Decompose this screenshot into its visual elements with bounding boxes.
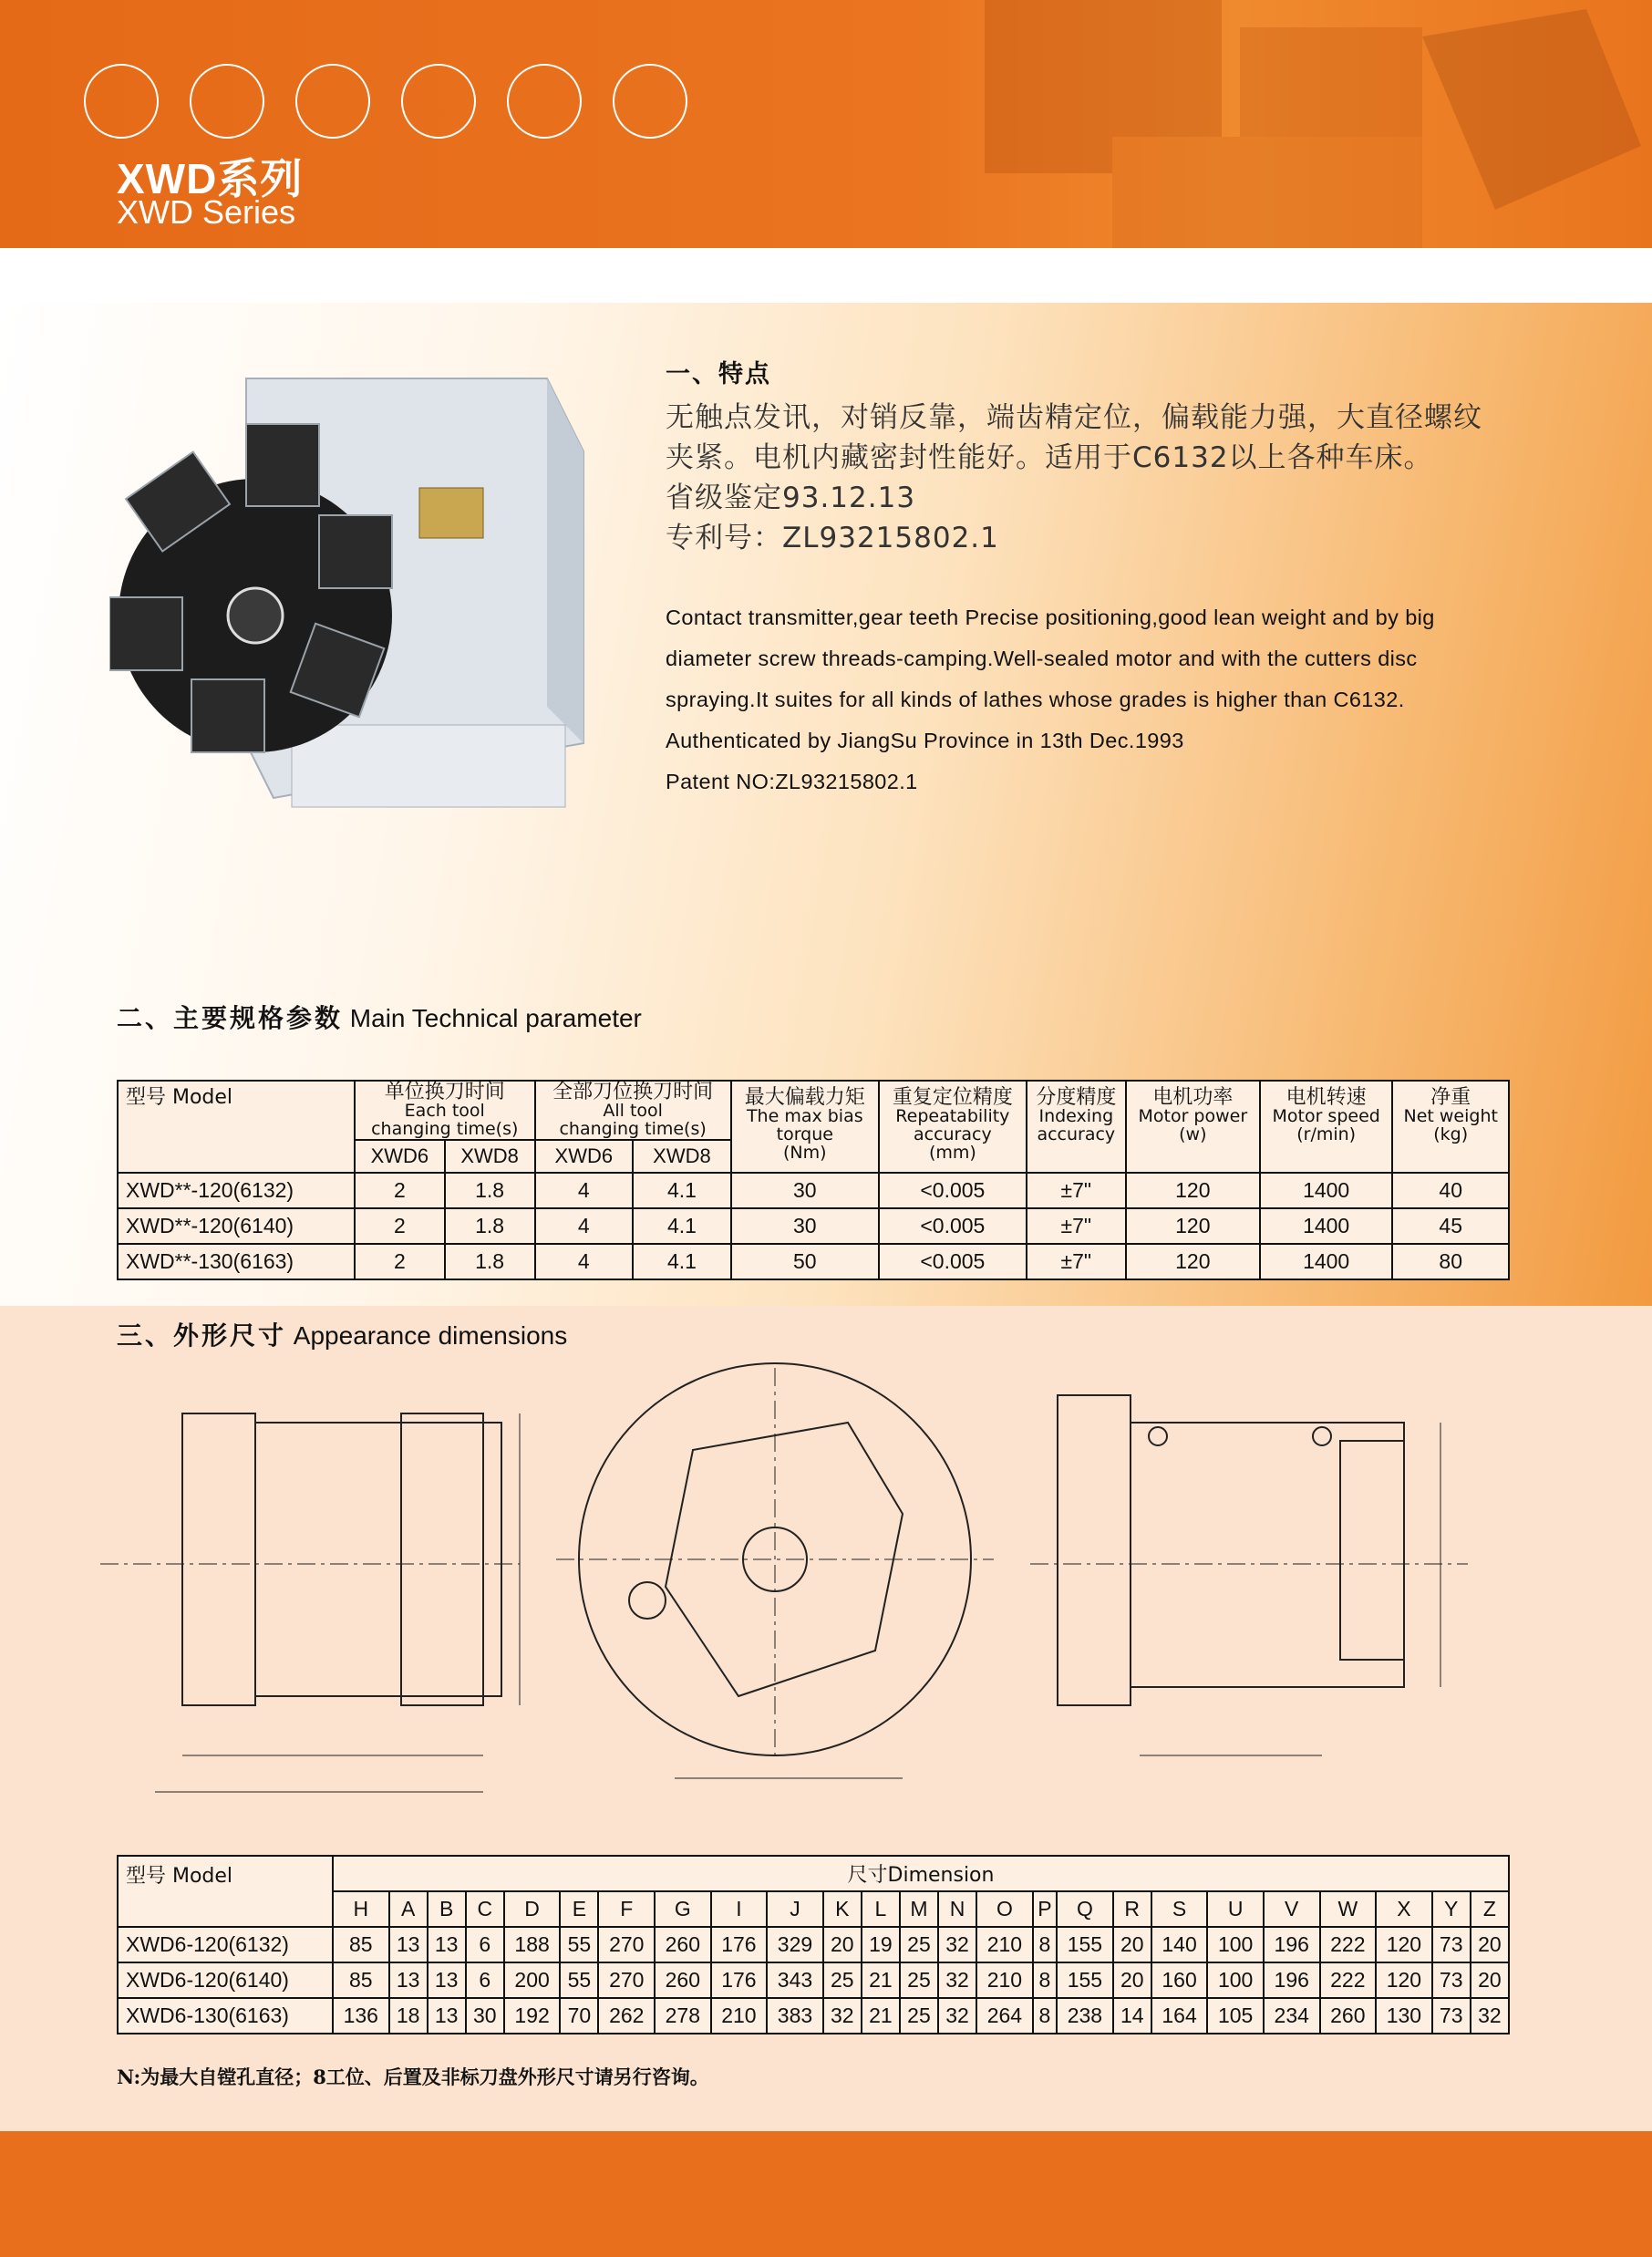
dimension-cell: 155 [1057, 1962, 1113, 1998]
dimension-row [118, 1998, 1509, 2034]
spec-col-all-en2: changing time(s) [559, 1119, 707, 1140]
spec-sub-xwd6: XWD6 [355, 1140, 445, 1173]
spec-cell: ±7" [1027, 1208, 1126, 1244]
appearance-heading-en: Appearance dimensions [293, 1321, 568, 1350]
dimension-cell: 270 [598, 1962, 655, 1998]
dimension-letter: U [1207, 1891, 1264, 1927]
spec-cell: 120 [1126, 1173, 1260, 1208]
dimension-cell: 196 [1264, 1927, 1320, 1962]
dimension-letter: Q [1057, 1891, 1113, 1927]
spec-col-weight-zh: 净重 [1430, 1086, 1471, 1109]
decorative-circles [84, 64, 687, 139]
dimension-letter: E [560, 1891, 598, 1927]
dimension-cell: 18 [389, 1998, 428, 2034]
spec-col-repeat-en2: accuracy [913, 1124, 992, 1145]
spec-cell: 30 [731, 1208, 879, 1244]
spec-cell: 50 [731, 1244, 879, 1279]
dimension-row [118, 1927, 1509, 1962]
dimension-cell: 20 [1471, 1962, 1509, 1998]
circle-6 [613, 64, 687, 139]
dimension-cell: 136 [333, 1998, 389, 2034]
dimension-cell: 196 [1264, 1962, 1320, 1998]
dimension-row [118, 1962, 1509, 1998]
spec-sub-xwd8: XWD8 [445, 1140, 535, 1173]
feature-en-line: diameter screw threads-camping.Well-sealed motor and with the cutters disc [666, 647, 1418, 670]
dimension-cell: 30 [466, 1998, 504, 2034]
dimension-letter: C [466, 1891, 504, 1927]
spec-cell: 4 [535, 1244, 634, 1279]
series-title-en: XWD Series [117, 193, 296, 231]
spec-sub-xwd8: XWD8 [633, 1140, 731, 1173]
feature-zh-line: 专利号：ZL93215802.1 [666, 522, 999, 554]
spec-col-each-en2: changing time(s) [371, 1119, 519, 1140]
spec-row [118, 1173, 1509, 1208]
dimension-cell: 73 [1432, 1927, 1471, 1962]
dimension-cell: 13 [389, 1962, 428, 1998]
dimension-cell: 20 [1471, 1927, 1509, 1962]
dimension-cell: 100 [1207, 1927, 1264, 1962]
dimension-cell: 188 [504, 1927, 561, 1962]
dimension-cell: 130 [1376, 1998, 1432, 2034]
dimension-cell: 210 [711, 1998, 768, 2034]
dimension-cell: 105 [1207, 1998, 1264, 2034]
dimension-cell: 13 [428, 1962, 466, 1998]
dimension-cell: 210 [976, 1927, 1033, 1962]
dimension-cell: 100 [1207, 1962, 1264, 1998]
spec-cell: <0.005 [879, 1173, 1027, 1208]
spec-heading-en: Main Technical parameter [349, 1004, 642, 1032]
spec-col-torque-en3: (Nm) [783, 1142, 827, 1163]
spec-col-torque-en2: torque [776, 1124, 833, 1145]
dimension-cell: 8 [1033, 1998, 1057, 2034]
spec-cell: 4 [535, 1208, 634, 1244]
dimension-header-row [118, 1856, 1509, 1891]
spec-heading [117, 999, 642, 1035]
header-divider [0, 248, 1652, 303]
top-view-drawing [1030, 1395, 1468, 1755]
dimension-cell: 20 [1113, 1962, 1151, 1998]
dimension-cell: 73 [1432, 1998, 1471, 2034]
spec-cell: 120 [1126, 1208, 1260, 1244]
dimension-cell: 278 [655, 1998, 711, 2034]
spec-cell: 40 [1392, 1173, 1509, 1208]
dimension-cell: 25 [900, 1962, 938, 1998]
dimension-cell: 73 [1432, 1962, 1471, 1998]
dimension-cell: 70 [560, 1998, 598, 2034]
dimension-cell: 192 [504, 1998, 561, 2034]
dimension-col-model: 型号 Model [118, 1856, 333, 1927]
dimension-letter: P [1033, 1891, 1057, 1927]
spec-col-weight [1392, 1081, 1509, 1173]
dimension-cell: 21 [862, 1998, 900, 2034]
dimension-cell: 6 [466, 1962, 504, 1998]
appearance-heading-zh: 三、外形尺寸 [117, 1320, 287, 1351]
appearance-heading [117, 1316, 567, 1352]
dimension-cell: 32 [938, 1927, 976, 1962]
spec-cell: 1400 [1260, 1244, 1393, 1279]
feature-zh-line: 省级鉴定93.12.13 [666, 481, 916, 514]
spec-sub-xwd6: XWD6 [535, 1140, 634, 1173]
front-view-drawing [556, 1363, 994, 1778]
dimension-letter: R [1113, 1891, 1151, 1927]
circle-1 [84, 64, 159, 139]
dimension-letter: J [767, 1891, 823, 1927]
spec-col-weight-en1: Net weight [1403, 1106, 1498, 1127]
circle-5 [507, 64, 582, 139]
dimension-letter: M [900, 1891, 938, 1927]
spec-col-model: 型号 Model [118, 1081, 355, 1173]
dimension-letter: D [504, 1891, 561, 1927]
dimension-cell: 21 [862, 1962, 900, 1998]
feature-en-line: Authenticated by JiangSu Province in 13th Dec.1993 [666, 729, 1184, 752]
dimension-cell: 383 [767, 1998, 823, 2034]
circle-2 [190, 64, 264, 139]
dimension-cell: 140 [1151, 1927, 1208, 1962]
footnote: N:为最大自镗孔直径；8工位、后置及非标刀盘外形尺寸请另行咨询。 [117, 2065, 709, 2088]
dimension-cell: 6 [466, 1927, 504, 1962]
spec-cell: 80 [1392, 1244, 1509, 1279]
side-view-drawing [100, 1413, 520, 1792]
dimension-cell: 222 [1320, 1927, 1377, 1962]
series-title-zh: XWD系列 [117, 155, 304, 202]
dimension-cell: 343 [767, 1962, 823, 1998]
dimension-cell: 264 [976, 1998, 1033, 2034]
dimension-cell: 25 [900, 1927, 938, 1962]
spec-col-torque-en1: The max bias [746, 1106, 863, 1127]
spec-col-each [355, 1081, 535, 1140]
circle-3 [295, 64, 370, 139]
dimension-cell: 200 [504, 1962, 561, 1998]
dimension-cell: 260 [1320, 1998, 1377, 2034]
feature-zh-line: 夹紧。电机内藏密封性能好。适用于C6132以上各种车床。 [666, 441, 1433, 474]
dimension-cell: 85 [333, 1962, 389, 1998]
spec-col-all-en1: All tool [603, 1101, 663, 1122]
circle-4 [401, 64, 476, 139]
spec-cell-model: XWD**-120(6132) [118, 1173, 355, 1208]
spec-col-weight-en2: (kg) [1433, 1124, 1469, 1145]
dimension-cell-model: XWD6-120(6132) [118, 1927, 333, 1962]
dimension-letter: B [428, 1891, 466, 1927]
dimension-cell: 234 [1264, 1998, 1320, 2034]
dimension-letter: O [976, 1891, 1033, 1927]
spec-col-indexing-en1: Indexing [1038, 1106, 1114, 1127]
spec-col-speed-en1: Motor speed [1272, 1106, 1380, 1127]
dimension-cell: 176 [711, 1962, 768, 1998]
spec-cell: 120 [1126, 1244, 1260, 1279]
dimension-letter: X [1376, 1891, 1432, 1927]
machine-background-image [948, 0, 1652, 248]
dimension-cell: 155 [1057, 1927, 1113, 1962]
spec-cell: 4.1 [633, 1173, 731, 1208]
dimension-cell: 260 [655, 1927, 711, 1962]
dimension-cell: 8 [1033, 1927, 1057, 1962]
spec-col-power-zh: 电机功率 [1152, 1086, 1234, 1109]
dimension-cell: 85 [333, 1927, 389, 1962]
dimension-cell: 32 [938, 1998, 976, 2034]
feature-en-line: spraying.It suites for all kinds of lathes whose grades is higher than C6132. [666, 688, 1405, 711]
spec-col-repeat-en1: Repeatability [895, 1106, 1010, 1127]
dimension-cell: 238 [1057, 1998, 1113, 2034]
spec-col-torque [731, 1081, 879, 1173]
dimension-cell: 222 [1320, 1962, 1377, 1998]
dimension-cell: 32 [1471, 1998, 1509, 2034]
dimension-cell: 25 [900, 1998, 938, 2034]
spec-col-torque-zh: 最大偏载力矩 [744, 1086, 865, 1109]
feature-en-line: Patent NO:ZL93215802.1 [666, 770, 918, 793]
dimension-cell: 13 [389, 1927, 428, 1962]
dimension-cell: 160 [1151, 1962, 1208, 1998]
spec-col-repeat-zh: 重复定位精度 [892, 1086, 1013, 1109]
dimension-cell: 14 [1113, 1998, 1151, 2034]
header-banner [0, 0, 1652, 248]
dimension-cell: 55 [560, 1962, 598, 1998]
spec-col-repeat-en3: (mm) [928, 1142, 976, 1163]
spec-cell: 1400 [1260, 1208, 1393, 1244]
spec-cell: 1.8 [445, 1244, 535, 1279]
spec-cell-model: XWD**-120(6140) [118, 1208, 355, 1244]
spec-row [118, 1208, 1509, 1244]
spec-cell: 1400 [1260, 1173, 1393, 1208]
spec-cell: 30 [731, 1173, 879, 1208]
dimension-cell: 210 [976, 1962, 1033, 1998]
spec-col-indexing-zh: 分度精度 [1036, 1086, 1117, 1109]
dimension-cell-model: XWD6-130(6163) [118, 1998, 333, 2034]
dimension-cell: 120 [1376, 1927, 1432, 1962]
dimension-letter: L [862, 1891, 900, 1927]
dimension-letter: V [1264, 1891, 1320, 1927]
dimension-letter: N [938, 1891, 976, 1927]
dimension-cell: 13 [428, 1927, 466, 1962]
dimension-letter: S [1151, 1891, 1208, 1927]
dimension-col-dimension: 尺寸Dimension [333, 1856, 1509, 1891]
spec-cell: 4.1 [633, 1244, 731, 1279]
spec-col-each-en1: Each tool [404, 1101, 485, 1122]
spec-col-each-zh: 单位换刀时间 [384, 1081, 505, 1103]
spec-table [117, 1080, 1510, 1280]
dimension-cell: 164 [1151, 1998, 1208, 2034]
dimension-letter: Z [1471, 1891, 1509, 1927]
spec-cell: 2 [355, 1173, 445, 1208]
dimension-letter: K [823, 1891, 862, 1927]
feature-en-line: Contact transmitter,gear teeth Precise positioning,good lean weight and by big [666, 606, 1435, 629]
product-turret-image [109, 360, 620, 821]
spec-col-speed [1260, 1081, 1393, 1173]
dimension-letter: H [333, 1891, 389, 1927]
footer-band [0, 2131, 1652, 2257]
spec-cell: 1.8 [445, 1173, 535, 1208]
spec-col-indexing [1027, 1081, 1126, 1173]
spec-col-power-en2: (w) [1179, 1124, 1207, 1145]
dimension-cell: 270 [598, 1927, 655, 1962]
dimension-cell: 20 [823, 1927, 862, 1962]
spec-cell-model: XWD**-130(6163) [118, 1244, 355, 1279]
spec-col-all [535, 1081, 731, 1140]
spec-header-row [118, 1081, 1509, 1140]
spec-cell: 4.1 [633, 1208, 731, 1244]
dimension-cell: 329 [767, 1927, 823, 1962]
dimension-letter: F [598, 1891, 655, 1927]
dimension-cell: 176 [711, 1927, 768, 1962]
spec-col-indexing-en2: accuracy [1037, 1124, 1116, 1145]
dimension-cell: 260 [655, 1962, 711, 1998]
dimension-letter: G [655, 1891, 711, 1927]
spec-col-speed-zh: 电机转速 [1285, 1086, 1367, 1109]
spec-cell: 2 [355, 1244, 445, 1279]
spec-cell: 2 [355, 1208, 445, 1244]
spec-cell: <0.005 [879, 1208, 1027, 1244]
dimension-cell-model: XWD6-120(6140) [118, 1962, 333, 1998]
dimension-cell: 262 [598, 1998, 655, 2034]
spec-cell: <0.005 [879, 1244, 1027, 1279]
spec-cell: ±7" [1027, 1244, 1126, 1279]
spec-cell: 4 [535, 1173, 634, 1208]
spec-row [118, 1244, 1509, 1279]
dimension-letter: W [1320, 1891, 1377, 1927]
feature-zh-line: 无触点发讯，对销反靠，端齿精定位，偏载能力强，大直径螺纹 [666, 401, 1482, 434]
dimension-table [117, 1855, 1510, 2034]
spec-cell: ±7" [1027, 1173, 1126, 1208]
dimension-cell: 13 [428, 1998, 466, 2034]
spec-cell: 45 [1392, 1208, 1509, 1244]
dimension-cell: 32 [938, 1962, 976, 1998]
spec-col-repeat [879, 1081, 1027, 1173]
dimension-cell: 55 [560, 1927, 598, 1962]
spec-heading-zh: 二、主要规格参数 [117, 1003, 344, 1033]
spec-col-power [1126, 1081, 1260, 1173]
dimension-cell: 19 [862, 1927, 900, 1962]
spec-col-speed-en2: (r/min) [1296, 1124, 1357, 1145]
dimension-cell: 25 [823, 1962, 862, 1998]
spec-col-power-en1: Motor power [1138, 1106, 1248, 1127]
dimension-cell: 20 [1113, 1927, 1151, 1962]
dimension-drawings [100, 1350, 1559, 1824]
features-heading: 一、特点 [666, 360, 771, 388]
dimension-letter: I [711, 1891, 768, 1927]
dimension-cell: 32 [823, 1998, 862, 2034]
dimension-letter: A [389, 1891, 428, 1927]
dimension-letter: Y [1432, 1891, 1471, 1927]
spec-col-all-zh: 全部刀位换刀时间 [552, 1081, 714, 1103]
dimension-cell: 8 [1033, 1962, 1057, 1998]
spec-cell: 1.8 [445, 1208, 535, 1244]
dimension-cell: 120 [1376, 1962, 1432, 1998]
